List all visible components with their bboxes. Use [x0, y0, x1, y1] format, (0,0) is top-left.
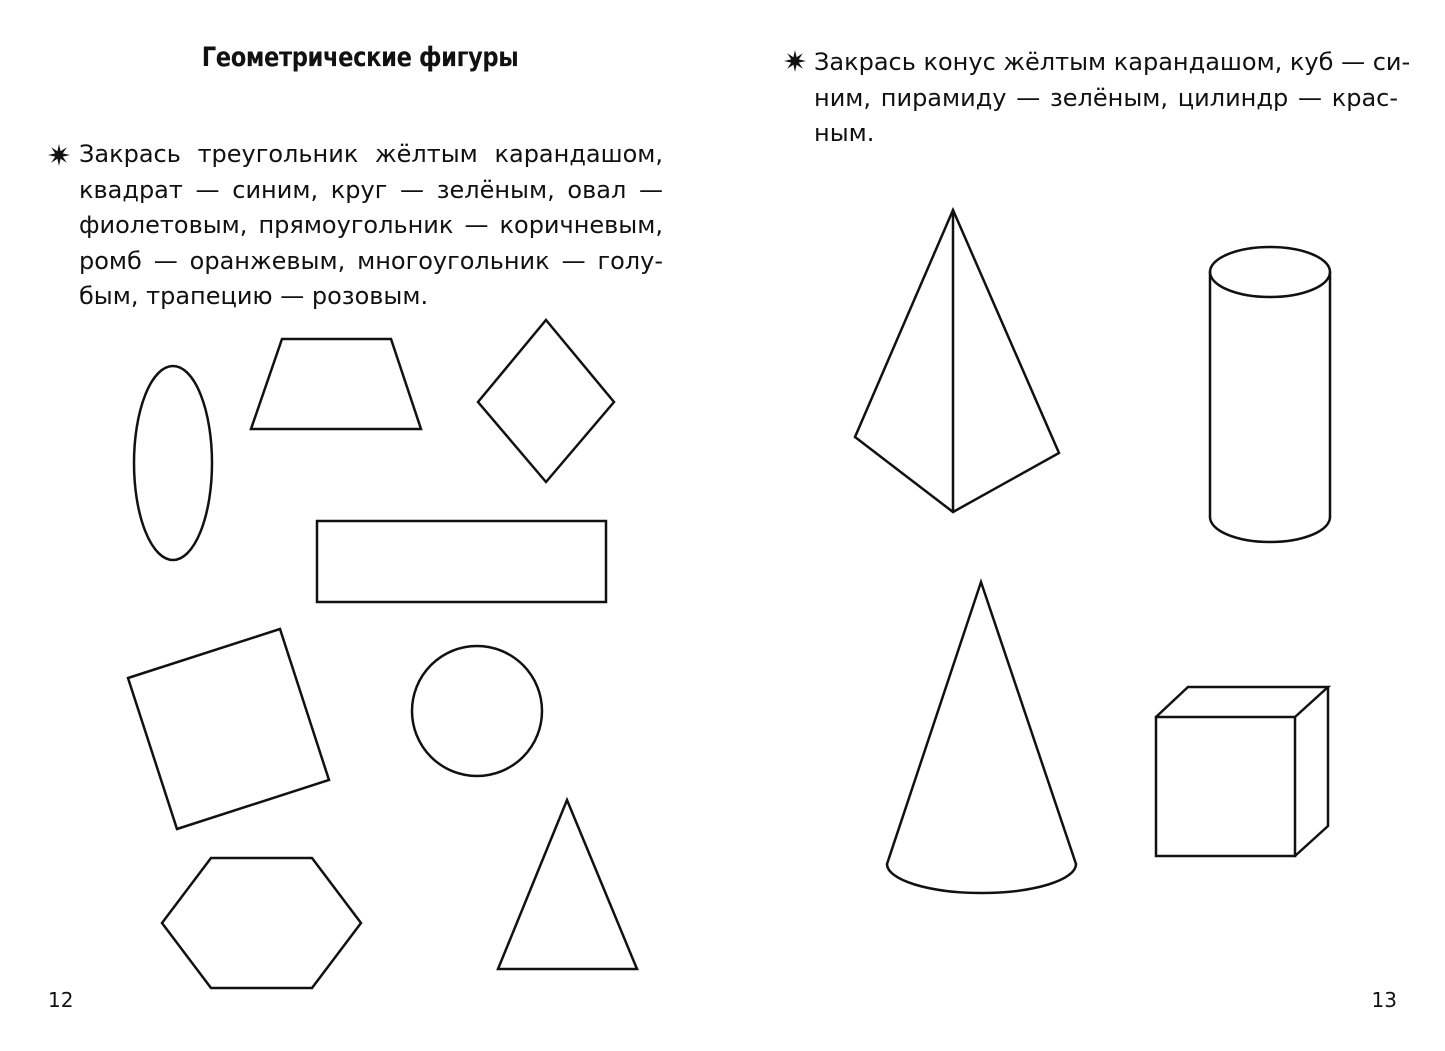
cylinder-shape	[1210, 247, 1330, 542]
instruction-line: ным.	[814, 119, 875, 147]
page-number: 13	[1371, 988, 1397, 1012]
instruction-line: фиолетовым, прямоугольник — коричневым,	[79, 211, 663, 239]
rhombus-shape	[478, 320, 614, 482]
flat-shapes-area	[0, 0, 722, 1051]
square-shape	[128, 629, 329, 829]
instruction-line: бым, трапецию — розовым.	[79, 282, 429, 310]
cone-shape	[887, 582, 1076, 893]
circle-shape	[412, 646, 542, 776]
instruction-line: ним, пирамиду — зелёным, цилиндр — крас-	[814, 83, 1398, 112]
hexagon-shape	[162, 858, 361, 988]
instruction-line: Закрась конус жёлтым карандашом, куб — си-	[814, 48, 1411, 76]
left-page	[0, 0, 722, 1051]
oval-shape	[134, 366, 212, 560]
cube-shape	[1156, 687, 1328, 856]
page-number: 12	[48, 988, 74, 1012]
instruction-line: Закрась треугольник жёлтым карандашом,	[79, 140, 663, 168]
triangle-shape	[498, 800, 637, 969]
pyramid-shape	[855, 210, 1059, 512]
right-page	[722, 0, 1445, 1051]
instruction-line: квадрат — синим, круг — зелёным, овал —	[79, 175, 663, 204]
page-title: Геометрические фигуры	[201, 42, 519, 73]
solid-shapes-area	[722, 0, 1445, 1051]
instruction-line: ромб — оранжевым, многоугольник — голу-	[79, 246, 663, 275]
trapezoid-shape	[251, 339, 421, 429]
rectangle-shape	[317, 521, 606, 602]
